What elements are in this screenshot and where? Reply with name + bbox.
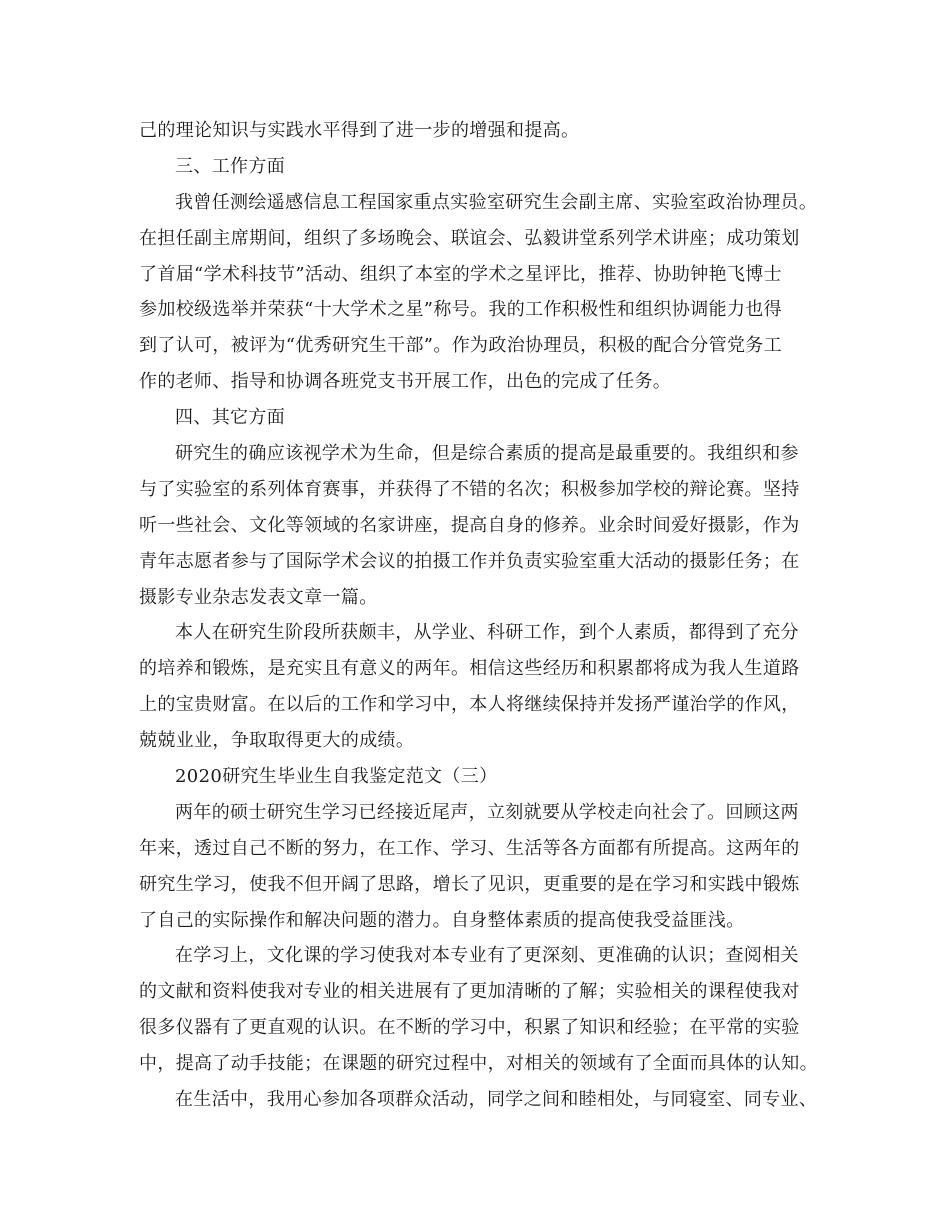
text-line-7: 到了认可，被评为“优秀研究生干部”。作为政治协理员，积极的配合分管党务工 (139, 335, 783, 357)
text-line-16: 的培养和锻炼，是充实且有意义的两年。相信这些经历和积累都将成为我人生道路 (139, 658, 800, 680)
text-line-14: 摄影专业杂志发表文章一篇。 (139, 586, 378, 608)
text-line-20: 两年的硕士研究生学习已经接近尾声，立刻就要从学校走向社会了。回顾这两 (175, 801, 799, 823)
text-line-4: 在担任副主席期间，组织了多场晚会、联谊会、弘毅讲堂系列学术讲座；成功策划 (139, 227, 800, 249)
document-body (139, 113, 829, 1118)
text-line-27: 中，提高了动手技能；在课题的研究过程中，对相关的领域有了全面而具体的认知。 (139, 1053, 818, 1075)
text-line-25: 的文献和资料使我对专业的相关进展有了更加清晰的了解；实验相关的课程使我对 (139, 981, 800, 1003)
text-line-18: 兢兢业业，争取取得更大的成绩。 (139, 730, 415, 752)
text-line-1: 己的理论知识与实践水平得到了进一步的增强和提高。 (139, 120, 580, 141)
text-line-15: 本人在研究生阶段所获颇丰，从学业、科研工作，到个人素质，都得到了充分 (175, 622, 799, 644)
text-line-11: 与了实验室的系列体育赛事，并获得了不错的名次；积极参加学校的辩论赛。坚持 (139, 478, 800, 500)
text-line-3: 我曾任测绘遥感信息工程国家重点实验室研究生会副主席、实验室政治协理员。 (175, 191, 818, 213)
text-line-17: 上的宝贵财富。在以后的工作和学习中，本人将继续保持并发扬严谨治学的作风， (139, 694, 800, 716)
text-line-13: 青年志愿者参与了国际学术会议的拍摄工作并负责实验室重大活动的摄影任务；在 (139, 550, 800, 572)
section-heading-other: 四、其它方面 (175, 407, 286, 429)
text-line-8: 作的老师、指导和协调各班党支书开展工作，出色的完成了任务。 (139, 371, 672, 393)
text-line-22: 研究生学习，使我不但开阔了思路，增长了见识，更重要的是在学习和实践中锻炼 (139, 873, 800, 895)
section-heading-work: 三、工作方面 (175, 155, 286, 177)
text-line-12: 听一些社会、文化等领域的名家讲座，提高自身的修养。业余时间爱好摄影，作为 (139, 514, 800, 536)
text-line-6: 参加校级选举并荣获“十大学术之星”称号。我的工作积极性和组织协调能力也得 (139, 299, 783, 321)
text-line-5: 了首届“学术科技节”活动、组织了本室的学术之星评比，推荐、协助钟艳飞博士 (139, 263, 783, 285)
text-line-10: 研究生的确应该视学术为生命，但是综合素质的提高是最重要的。我组织和参 (175, 443, 799, 465)
text-line-24: 在学习上，文化课的学习使我对本专业有了更深刻、更准确的认识；查阅相关 (175, 945, 799, 967)
text-line-23: 了自己的实际操作和解决问题的潜力。自身整体素质的提高使我受益匪浅。 (139, 909, 745, 931)
text-line-26: 很多仪器有了更直观的认识。在不断的学习中，积累了知识和经验；在平常的实验 (139, 1017, 800, 1039)
text-line-21: 年来，透过自己不断的努力，在工作、学习、生活等各方面都有所提高。这两年的 (139, 837, 800, 859)
section-heading-sample-three: 2020研究生毕业生自我鉴定范文（三） (175, 766, 498, 788)
text-line-28: 在生活中，我用心参加各项群众活动，同学之间和睦相处，与同寝室、同专业、 (175, 1089, 818, 1111)
